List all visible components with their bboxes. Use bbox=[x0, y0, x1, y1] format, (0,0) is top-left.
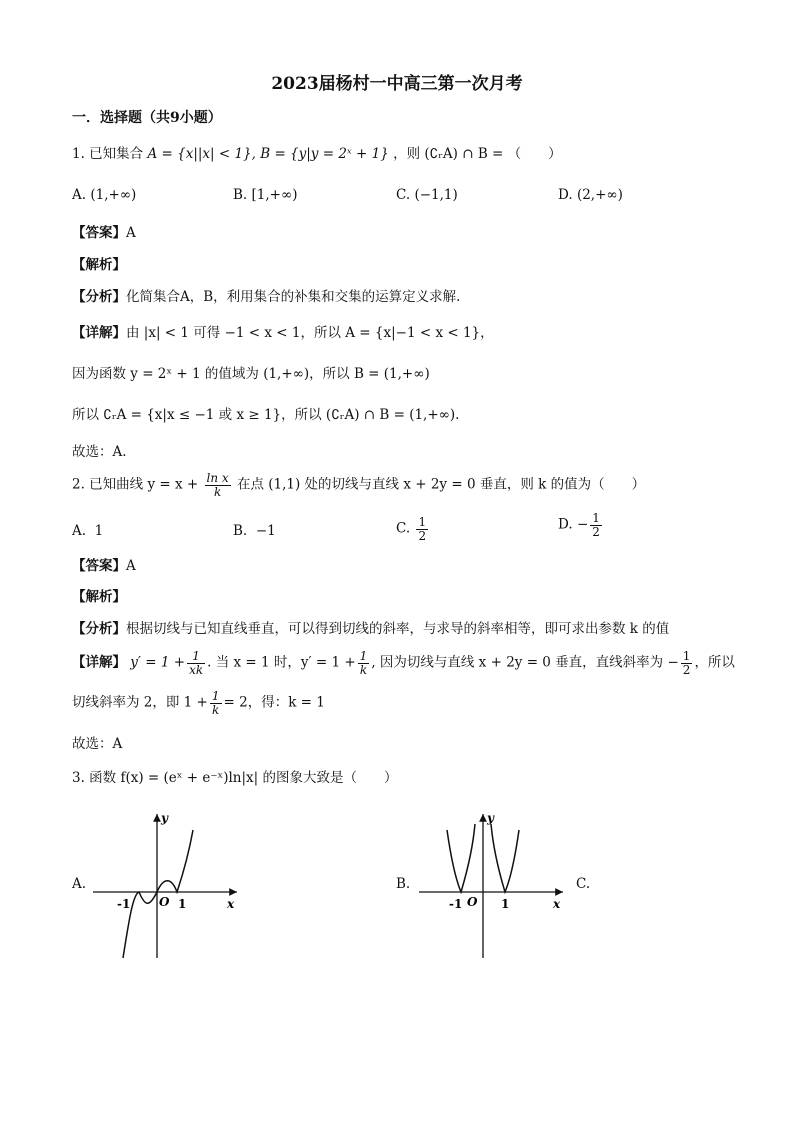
q2-option-c: C. $\frac{1}{2}$ bbox=[396, 515, 427, 543]
q3-option-a-label: A. bbox=[72, 876, 87, 892]
axis-y-label: y bbox=[161, 811, 168, 825]
tick-pos-label: 1 bbox=[501, 897, 510, 911]
q3-option-c-label: C. bbox=[576, 876, 591, 892]
q1-option-c: C. (−1,1) bbox=[396, 187, 458, 203]
q1-stem: 1. 已知集合 A = {x||x| < 1}, B = {y|y = 2ˣ + 1} ，则 (∁ᵣA) ∩ B = （ ） bbox=[72, 146, 562, 162]
q1-detail-2: 因为函数 y = 2ˣ + 1 的值域为 (1,+∞)，所以 B = (1,+∞) bbox=[72, 366, 430, 382]
tick-neg-label: -1 bbox=[117, 897, 131, 911]
q1-option-a: A. (1,+∞) bbox=[72, 187, 137, 203]
section-heading: 一．选择题（共9小题） bbox=[72, 110, 222, 126]
axis-x-label: x bbox=[227, 897, 235, 911]
tick-pos-label: 1 bbox=[178, 897, 187, 911]
q2-answer: 【答案】A bbox=[72, 558, 136, 574]
curve-right bbox=[491, 824, 519, 892]
q2-stem-fraction: $\frac{\text{ln x}}{k}$ bbox=[206, 471, 229, 499]
curve-left bbox=[447, 824, 475, 892]
origin-label: O bbox=[467, 895, 478, 909]
q2-detail-2: 切线斜率为 2，即 1 + $\frac{1}{k}$ = 2，得：k = 1 bbox=[72, 689, 325, 717]
q1-option-b: B. [1,+∞) bbox=[233, 187, 298, 203]
axis-y-label: y bbox=[487, 811, 494, 825]
q2-fenxi: 【分析】根据切线与已知直线垂直，可以得到切线的斜率，与求导的斜率相等，即可求出参数 k 的值 bbox=[72, 621, 670, 637]
q1-conclusion: 故选：A. bbox=[72, 444, 127, 460]
q1-option-d: D. (2,+∞) bbox=[558, 187, 623, 203]
q2-option-b: B. −1 bbox=[233, 523, 276, 539]
q2-option-d: D. − $\frac{1}{2}$ bbox=[558, 511, 600, 539]
origin-label: O bbox=[159, 895, 170, 909]
q2-analysis-heading: 【解析】 bbox=[72, 589, 126, 605]
q1-fenxi: 【分析】化简集合A，B，利用集合的补集和交集的运算定义求解. bbox=[72, 289, 461, 305]
q3-graph-b bbox=[413, 808, 573, 963]
q2-conclusion: 故选：A bbox=[72, 736, 123, 752]
q1-detail-3: 所以 ∁ᵣA = {x|x ≤ −1 或 x ≥ 1}，所以 (∁ᵣA) ∩ B = (1,+∞). bbox=[72, 407, 460, 423]
q1-analysis-heading: 【解析】 bbox=[72, 257, 126, 273]
q2-option-a: A. 1 bbox=[72, 523, 104, 539]
q3-option-b-label: B. bbox=[396, 876, 411, 892]
q3-graph-a bbox=[85, 808, 250, 963]
curve bbox=[123, 830, 193, 958]
q2-detail-1: 【详解】 y′ = 1 + $\frac{1}{xk}$ . 当 x = 1 时，y′ = 1 + $\frac{1}{k}$ , 因为切线与直线 x + 2y = 0 垂直，直线斜率为 − $\frac{1}{2}$ ，所以 bbox=[72, 649, 735, 677]
q1-answer: 【答案】A bbox=[72, 225, 136, 241]
page-title: 2023届杨村一中高三第一次月考 bbox=[271, 74, 523, 94]
q1-detail-1: 【详解】由 |x| < 1 可得 −1 < x < 1，所以 A = {x|−1 < x < 1}， bbox=[72, 325, 494, 341]
q2-stem: 2. 已知曲线 y = x + $\frac{\text{ln x}}{k}$ 在点 (1,1) 处的切线与直线 x + 2y = 0 垂直，则 k 的值为（ ） bbox=[72, 471, 646, 499]
q3-stem: 3. 函数 f(x) = (eˣ + e⁻ˣ)ln|x| 的图象大致是（ ） bbox=[72, 770, 398, 786]
axis-x-label: x bbox=[553, 897, 561, 911]
tick-neg-label: -1 bbox=[449, 897, 463, 911]
